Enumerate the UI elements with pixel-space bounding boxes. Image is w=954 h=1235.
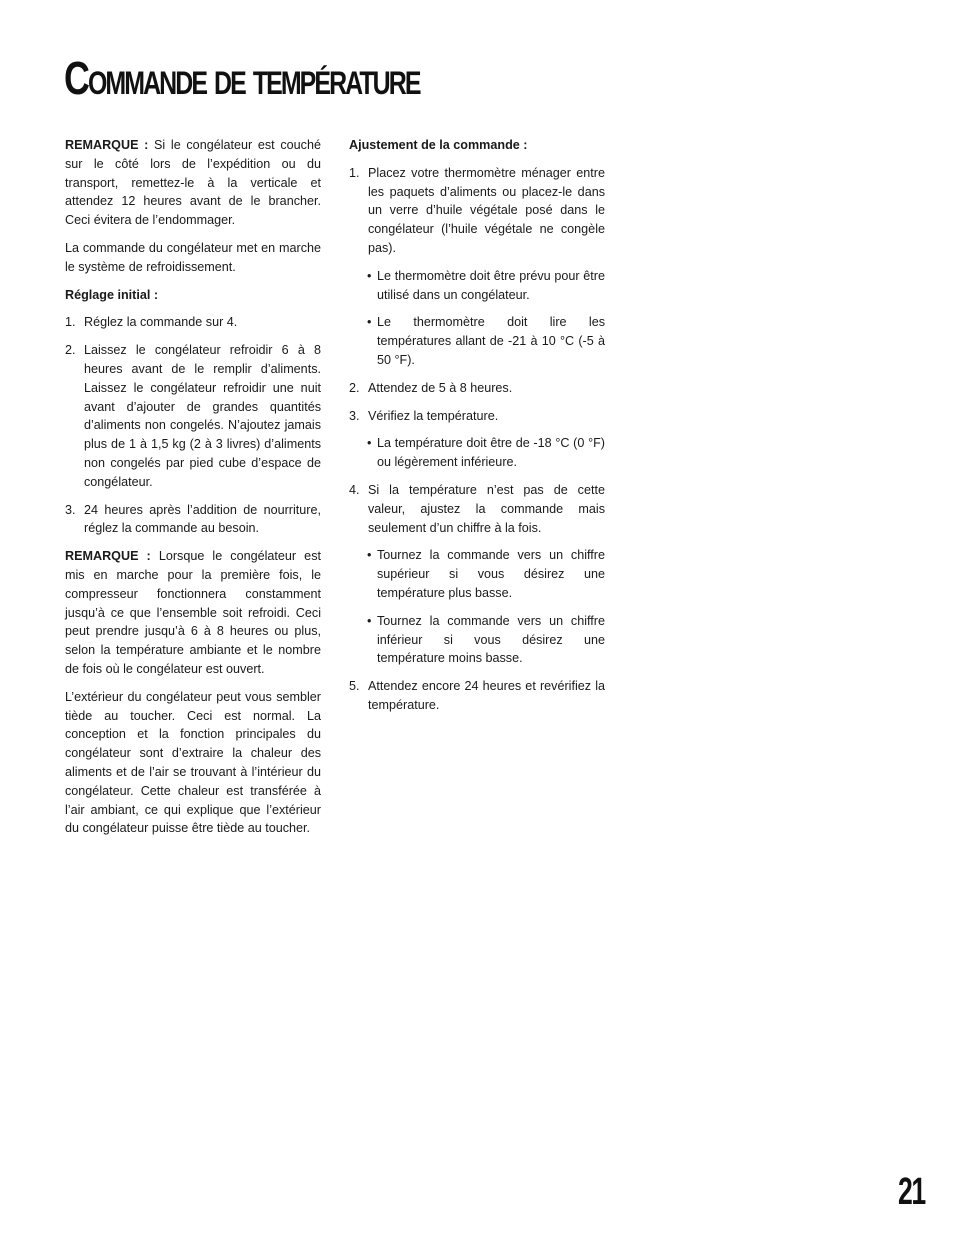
item-text: Réglez la commande sur 4. xyxy=(84,315,238,330)
note-remark-1 xyxy=(65,136,321,230)
item-number: 2. xyxy=(65,343,76,358)
note-label: REMARQUE : xyxy=(65,138,149,152)
bullet-item xyxy=(349,612,605,668)
item-text: Attendez de 5 à 8 heures. xyxy=(368,380,513,395)
note-label: REMARQUE : xyxy=(65,549,151,564)
item-number: 4. xyxy=(349,482,360,497)
list-item xyxy=(349,379,605,398)
item-text: Placez votre thermomètre ménager entre les paquets d’aliments ou placez-le dans un verre d’huile végétale posé dans le congélateur (l’huile végétale ne congèle pas). xyxy=(368,165,605,255)
list-item xyxy=(349,481,605,537)
item-number: 2. xyxy=(349,380,360,395)
item-text: Vérifiez la température. xyxy=(368,408,499,423)
bullet-item xyxy=(349,313,605,369)
exterior-paragraph: L’extérieur du congélateur peut vous sembler tiède au toucher. Ceci est normal. La conception et la fonction principales du congélateur sont d’extraire la chaleur des aliments et de l’air se trouvant à l’intérieur du congélateur. Cette chaleur est transférée à l’air ambiant, ce qui explique que l’extérieur du congélateur puisse être tiède au toucher. xyxy=(65,689,321,836)
item-text: 24 heures après l’addition de nourriture, réglez la commande au besoin. xyxy=(84,502,321,536)
page-number: 21 xyxy=(898,1171,925,1213)
bullet-icon: • xyxy=(367,436,372,451)
bullet-item xyxy=(349,434,605,472)
item-text: Laissez le congélateur refroidir 6 à 8 heures avant de le remplir d’aliments. Laissez le congélateur refroidir une nuit avant d’ajouter de grandes quantités d’aliments non congelés. N’ajoutez jamais plus de 1 à 1,5 kg (2 à 3 livres) d’aliments non congelés par pied cube d’espace de congélateur. xyxy=(84,343,321,489)
bullet-text: Le thermomètre doit être prévu pour être utilisé dans un congélateur. xyxy=(377,268,605,302)
left-column xyxy=(65,136,321,847)
bullet-text: Tournez la commande vers un chiffre supérieur si vous désirez une température plus basse. xyxy=(377,548,605,600)
bullet-icon: • xyxy=(367,548,372,563)
bullet-text: Tournez la commande vers un chiffre inférieur si vous désirez une température moins basse. xyxy=(377,613,605,666)
bullet-text: Le thermomètre doit lire les températures allant de -21 à 10 °C (-5 à 50 °F). xyxy=(377,315,605,367)
item-text: Attendez encore 24 heures et revérifiez la température. xyxy=(368,679,605,712)
list-item xyxy=(65,313,321,332)
note-text: Si le congélateur est couché sur le côté lors de l’expédition ou du transport, remettez-le à la verticale et attendez 12 heures avant de le brancher. Ceci évitera de l’endommager. xyxy=(65,138,321,228)
bullet-item xyxy=(349,267,605,305)
item-number: 3. xyxy=(65,502,76,517)
page-title: Commande de température xyxy=(64,52,420,104)
bullet-icon: • xyxy=(367,268,372,283)
note-remark-2 xyxy=(65,547,321,679)
section-heading-initial: Réglage initial : xyxy=(65,287,159,302)
section-heading-adjust: Ajustement de la commande : xyxy=(349,138,528,152)
bullet-icon: • xyxy=(367,315,372,330)
item-number: 1. xyxy=(65,315,76,330)
note-text: Lorsque le congélateur est mis en marche pour la première fois, le compresseur fonctionnera constamment jusqu’à ce que l’ensemble soit refroidi. Ceci peut prendre jusqu’à 6 à 8 heures ou plus, selon la température ambiante et le nombre de fois où le congélateur est ouvert. xyxy=(65,549,321,676)
item-number: 5. xyxy=(349,679,360,694)
intro-paragraph: La commande du congélateur met en marche le système de refroidissement. xyxy=(65,240,321,274)
bullet-text: La température doit être de -18 °C (0 °F) ou légèrement inférieure. xyxy=(377,436,605,470)
item-number: 3. xyxy=(349,408,360,423)
list-item xyxy=(349,677,605,715)
list-item xyxy=(349,164,605,258)
right-column xyxy=(349,136,605,724)
bullet-icon: • xyxy=(367,613,372,628)
bullet-item xyxy=(349,546,605,602)
list-item xyxy=(65,501,321,539)
item-number: 1. xyxy=(349,165,360,180)
item-text: Si la température n’est pas de cette valeur, ajustez la commande mais seulement d’un chiffre à la fois. xyxy=(368,482,605,535)
list-item xyxy=(349,407,605,426)
list-item xyxy=(65,341,321,491)
